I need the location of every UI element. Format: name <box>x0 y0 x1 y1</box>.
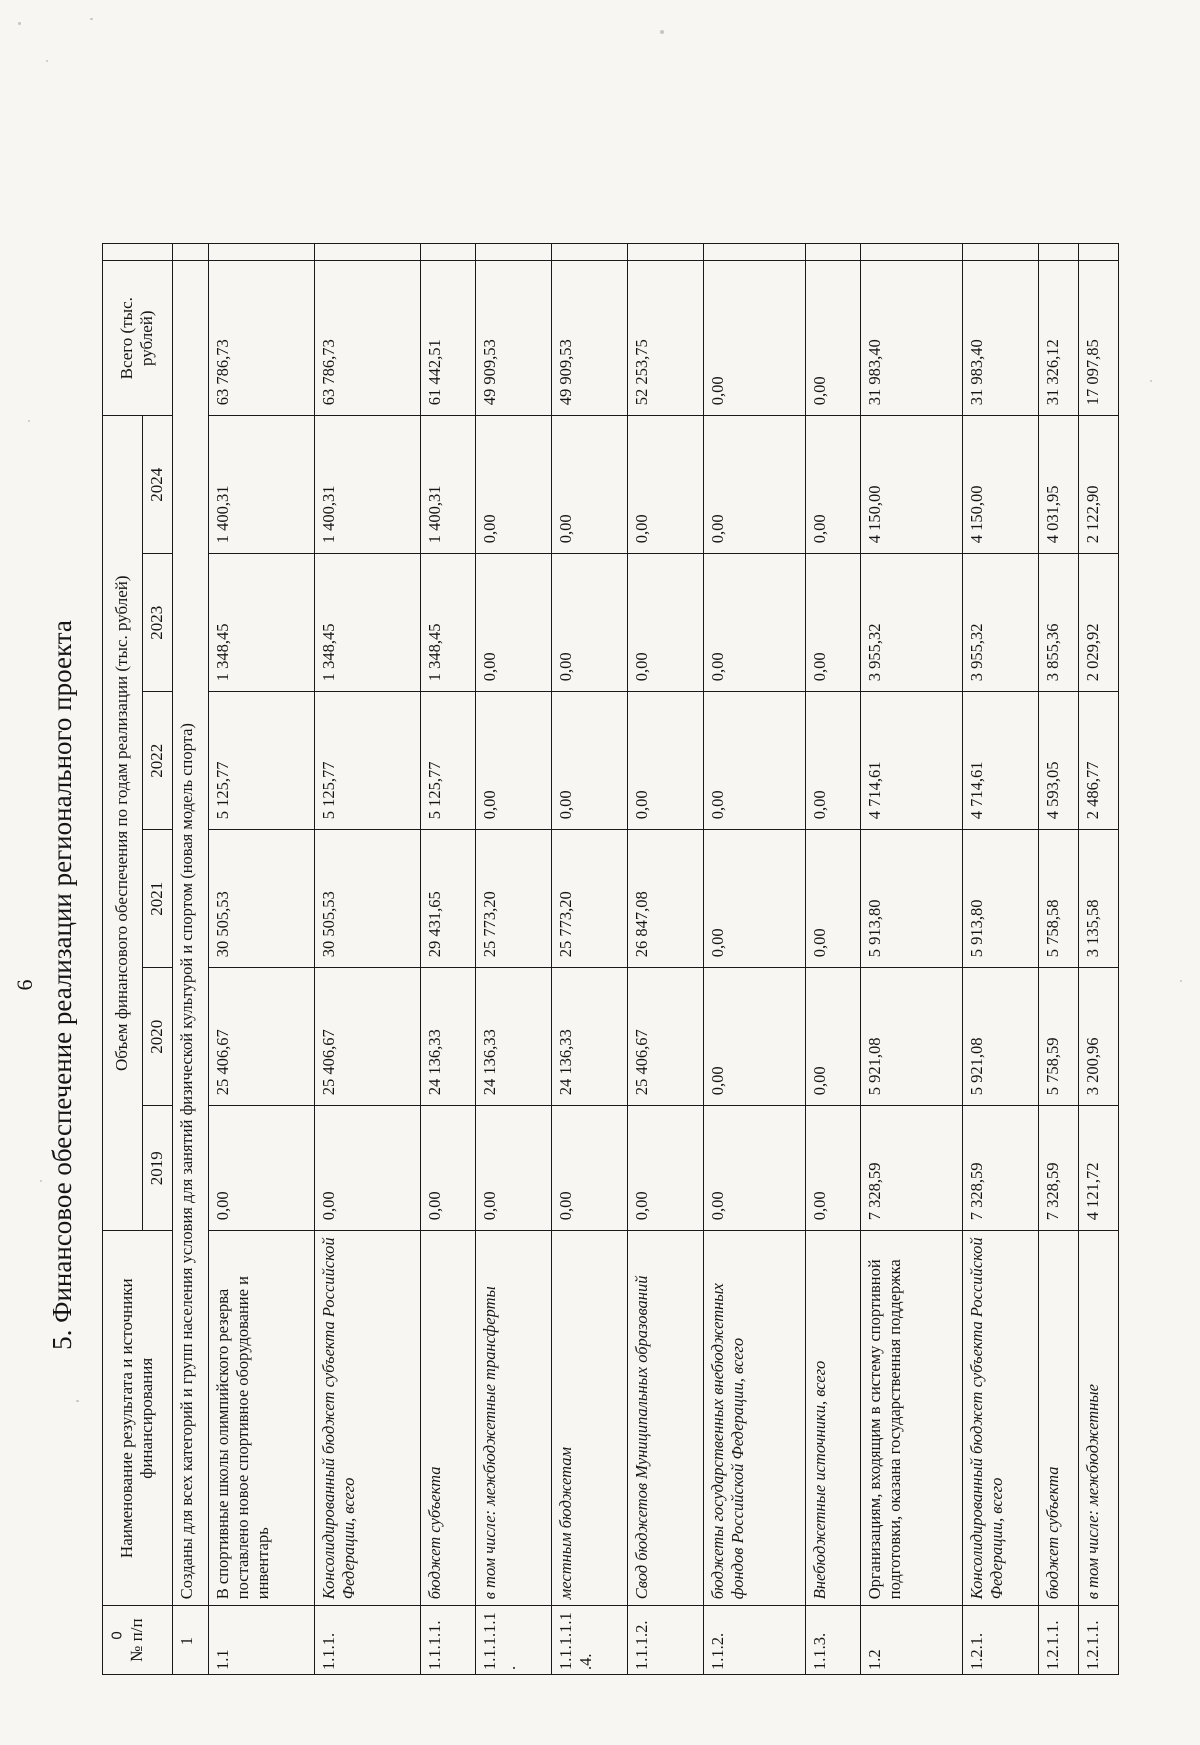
value-cell: 4 031,95 <box>1038 416 1078 554</box>
value-cell: 3 955,32 <box>860 554 962 692</box>
table-row <box>703 244 805 1675</box>
header-blank <box>103 244 173 261</box>
rotated-page <box>7 225 1192 1745</box>
scan-speckle <box>90 18 93 20</box>
value-cell: 5 913,80 <box>860 830 962 968</box>
total-cell: 31 983,40 <box>962 261 1038 416</box>
value-cell: 0,00 <box>703 968 805 1106</box>
value-cell: 0,00 <box>551 1106 627 1231</box>
value-cell: 0,00 <box>551 692 627 830</box>
blank-cell <box>551 244 627 261</box>
row-number: 1.1.3. <box>805 1606 860 1675</box>
value-cell: 3 955,32 <box>962 554 1038 692</box>
value-cell: 0,00 <box>627 692 703 830</box>
row-name: в том числе: межбюджетные трансферты <box>475 1231 551 1606</box>
row-name: местным бюджетам <box>551 1231 627 1606</box>
margin-mark: 0 <box>108 1631 126 1640</box>
blank-cell <box>962 244 1038 261</box>
page-number: 6 <box>12 979 37 991</box>
value-cell: 29 431,65 <box>420 830 475 968</box>
row-number: 1.1.1.2. <box>627 1606 703 1675</box>
value-cell: 1 400,31 <box>420 416 475 554</box>
value-cell: 0,00 <box>627 554 703 692</box>
value-cell: 0,00 <box>805 416 860 554</box>
total-cell: 63 786,73 <box>208 261 314 416</box>
value-cell: 25 406,67 <box>208 968 314 1106</box>
value-cell: 5 921,08 <box>962 968 1038 1106</box>
scan-speckle <box>660 30 664 34</box>
value-cell: 25 773,20 <box>551 830 627 968</box>
value-cell: 1 348,45 <box>420 554 475 692</box>
value-cell: 24 136,33 <box>551 968 627 1106</box>
total-cell: 61 442,51 <box>420 261 475 416</box>
value-cell: 0,00 <box>805 830 860 968</box>
row-name: бюджеты государственных внебюджетных фондов Российской Федерации, всего <box>703 1231 805 1606</box>
total-cell: 17 097,85 <box>1078 261 1118 416</box>
value-cell: 1 400,31 <box>208 416 314 554</box>
value-cell: 0,00 <box>703 554 805 692</box>
value-cell: 30 505,53 <box>314 830 420 968</box>
total-cell: 49 909,53 <box>551 261 627 416</box>
table-row <box>805 244 860 1675</box>
value-cell: 25 406,67 <box>627 968 703 1106</box>
value-cell: 26 847,08 <box>627 830 703 968</box>
value-cell: 25 773,20 <box>475 830 551 968</box>
value-cell: 4 150,00 <box>860 416 962 554</box>
total-cell: 0,00 <box>703 261 805 416</box>
blank-cell <box>1038 244 1078 261</box>
value-cell: 0,00 <box>805 554 860 692</box>
row-name: Внебюджетные источники, всего <box>805 1231 860 1606</box>
total-cell: 31 326,12 <box>1038 261 1078 416</box>
row-name: Консолидированный бюджет субъекта Российской Федерации, всего <box>962 1231 1038 1606</box>
row-name: Консолидированный бюджет субъекта Российской Федерации, всего <box>314 1231 420 1606</box>
header-total: Всего (тыс. рублей) <box>103 261 173 416</box>
total-cell: 63 786,73 <box>314 261 420 416</box>
row-number: 1.1.1.1.1 . <box>475 1606 551 1675</box>
value-cell: 0,00 <box>805 1106 860 1231</box>
row-name: бюджет субъекта <box>1038 1231 1078 1606</box>
row-name: бюджет субъекта <box>420 1231 475 1606</box>
blank-cell <box>1078 244 1118 261</box>
header-name: Наименование результата и источники финансирования <box>103 1231 173 1606</box>
blank-cell <box>627 244 703 261</box>
total-cell: 49 909,53 <box>475 261 551 416</box>
value-cell: 5 758,58 <box>1038 830 1078 968</box>
table-row <box>1038 244 1078 1675</box>
value-cell: 0,00 <box>703 416 805 554</box>
value-cell: 7 328,59 <box>1038 1106 1078 1231</box>
section-title: Созданы для всех категорий и групп населения условия для занятий физической культурой и спортом (новая модель спорта) <box>172 261 208 1606</box>
blank-cell <box>172 244 208 261</box>
value-cell: 25 406,67 <box>314 968 420 1106</box>
value-cell: 4 593,05 <box>1038 692 1078 830</box>
value-cell: 2 486,77 <box>1078 692 1118 830</box>
value-cell: 2 029,92 <box>1078 554 1118 692</box>
value-cell: 0,00 <box>703 1106 805 1231</box>
table-row <box>1078 244 1118 1675</box>
value-cell: 0,00 <box>475 416 551 554</box>
value-cell: 0,00 <box>703 830 805 968</box>
table-row <box>860 244 962 1675</box>
value-cell: 4 714,61 <box>860 692 962 830</box>
value-cell: 1 348,45 <box>208 554 314 692</box>
header-year: 2024 <box>143 416 173 554</box>
row-number: 1.2.1.1. <box>1038 1606 1078 1675</box>
row-name: Организациям, входящим в систему спортивной подготовки, оказана государственная поддержка <box>860 1231 962 1606</box>
section-num: 1 <box>172 1606 208 1675</box>
value-cell: 0,00 <box>551 554 627 692</box>
value-cell: 0,00 <box>314 1106 420 1231</box>
blank-cell <box>475 244 551 261</box>
header-num: № п/п <box>103 1606 173 1675</box>
value-cell: 5 921,08 <box>860 968 962 1106</box>
table-row <box>551 244 627 1675</box>
value-cell: 0,00 <box>420 1106 475 1231</box>
value-cell: 30 505,53 <box>208 830 314 968</box>
table-row <box>420 244 475 1675</box>
scan-speckle <box>46 60 48 62</box>
row-number: 1.1 <box>208 1606 314 1675</box>
blank-cell <box>805 244 860 261</box>
value-cell: 0,00 <box>475 1106 551 1231</box>
row-name: В спортивные школы олимпийского резерва поставлено новое спортивное оборудование и инвентарь <box>208 1231 314 1606</box>
value-cell: 1 400,31 <box>314 416 420 554</box>
value-cell: 5 758,59 <box>1038 968 1078 1106</box>
value-cell: 7 328,59 <box>962 1106 1038 1231</box>
row-number: 1.2 <box>860 1606 962 1675</box>
row-number: 1.2.1.1. <box>1078 1606 1118 1675</box>
blank-cell <box>314 244 420 261</box>
value-cell: 0,00 <box>627 416 703 554</box>
row-name: в том числе: межбюджетные <box>1078 1231 1118 1606</box>
total-cell: 52 253,75 <box>627 261 703 416</box>
value-cell: 2 122,90 <box>1078 416 1118 554</box>
value-cell: 5 125,77 <box>208 692 314 830</box>
blank-cell <box>420 244 475 261</box>
table-row <box>475 244 551 1675</box>
header-year: 2023 <box>143 554 173 692</box>
section-row <box>172 244 208 1675</box>
blank-cell <box>860 244 962 261</box>
value-cell: 0,00 <box>208 1106 314 1231</box>
value-cell: 0,00 <box>475 554 551 692</box>
value-cell: 0,00 <box>805 968 860 1106</box>
header-year: 2020 <box>143 968 173 1106</box>
header-volume: Объем финансового обеспечения по годам реализации (тыс. рублей) <box>103 416 143 1231</box>
row-number: 1.1.1.1. <box>420 1606 475 1675</box>
value-cell: 5 913,80 <box>962 830 1038 968</box>
value-cell: 4 714,61 <box>962 692 1038 830</box>
value-cell: 0,00 <box>551 416 627 554</box>
value-cell: 0,00 <box>703 692 805 830</box>
value-cell: 1 348,45 <box>314 554 420 692</box>
value-cell: 3 855,36 <box>1038 554 1078 692</box>
header-year: 2021 <box>143 830 173 968</box>
value-cell: 4 150,00 <box>962 416 1038 554</box>
page-title: 5. Финансовое обеспечение реализации регионального проекта <box>47 620 77 1350</box>
row-number: 1.1.1. <box>314 1606 420 1675</box>
total-cell: 31 983,40 <box>860 261 962 416</box>
row-number: 1.1.1.1.1 .4. <box>551 1606 627 1675</box>
header-year: 2019 <box>143 1106 173 1231</box>
value-cell: 5 125,77 <box>314 692 420 830</box>
value-cell: 3 200,96 <box>1078 968 1118 1106</box>
total-cell: 0,00 <box>805 261 860 416</box>
value-cell: 4 121,72 <box>1078 1106 1118 1231</box>
row-number: 1.2.1. <box>962 1606 1038 1675</box>
blank-cell <box>208 244 314 261</box>
value-cell: 0,00 <box>475 692 551 830</box>
table-row <box>314 244 420 1675</box>
header-year: 2022 <box>143 692 173 830</box>
row-name: Свод бюджетов Муниципальных образований <box>627 1231 703 1606</box>
value-cell: 3 135,58 <box>1078 830 1118 968</box>
table-row <box>962 244 1038 1675</box>
value-cell: 24 136,33 <box>420 968 475 1106</box>
row-number: 1.1.2. <box>703 1606 805 1675</box>
scan-speckle <box>18 22 21 25</box>
blank-cell <box>703 244 805 261</box>
value-cell: 7 328,59 <box>860 1106 962 1231</box>
table-row <box>208 244 314 1675</box>
financing-table <box>102 243 1119 1675</box>
value-cell: 24 136,33 <box>475 968 551 1106</box>
value-cell: 0,00 <box>805 692 860 830</box>
table-row <box>627 244 703 1675</box>
value-cell: 5 125,77 <box>420 692 475 830</box>
value-cell: 0,00 <box>627 1106 703 1231</box>
